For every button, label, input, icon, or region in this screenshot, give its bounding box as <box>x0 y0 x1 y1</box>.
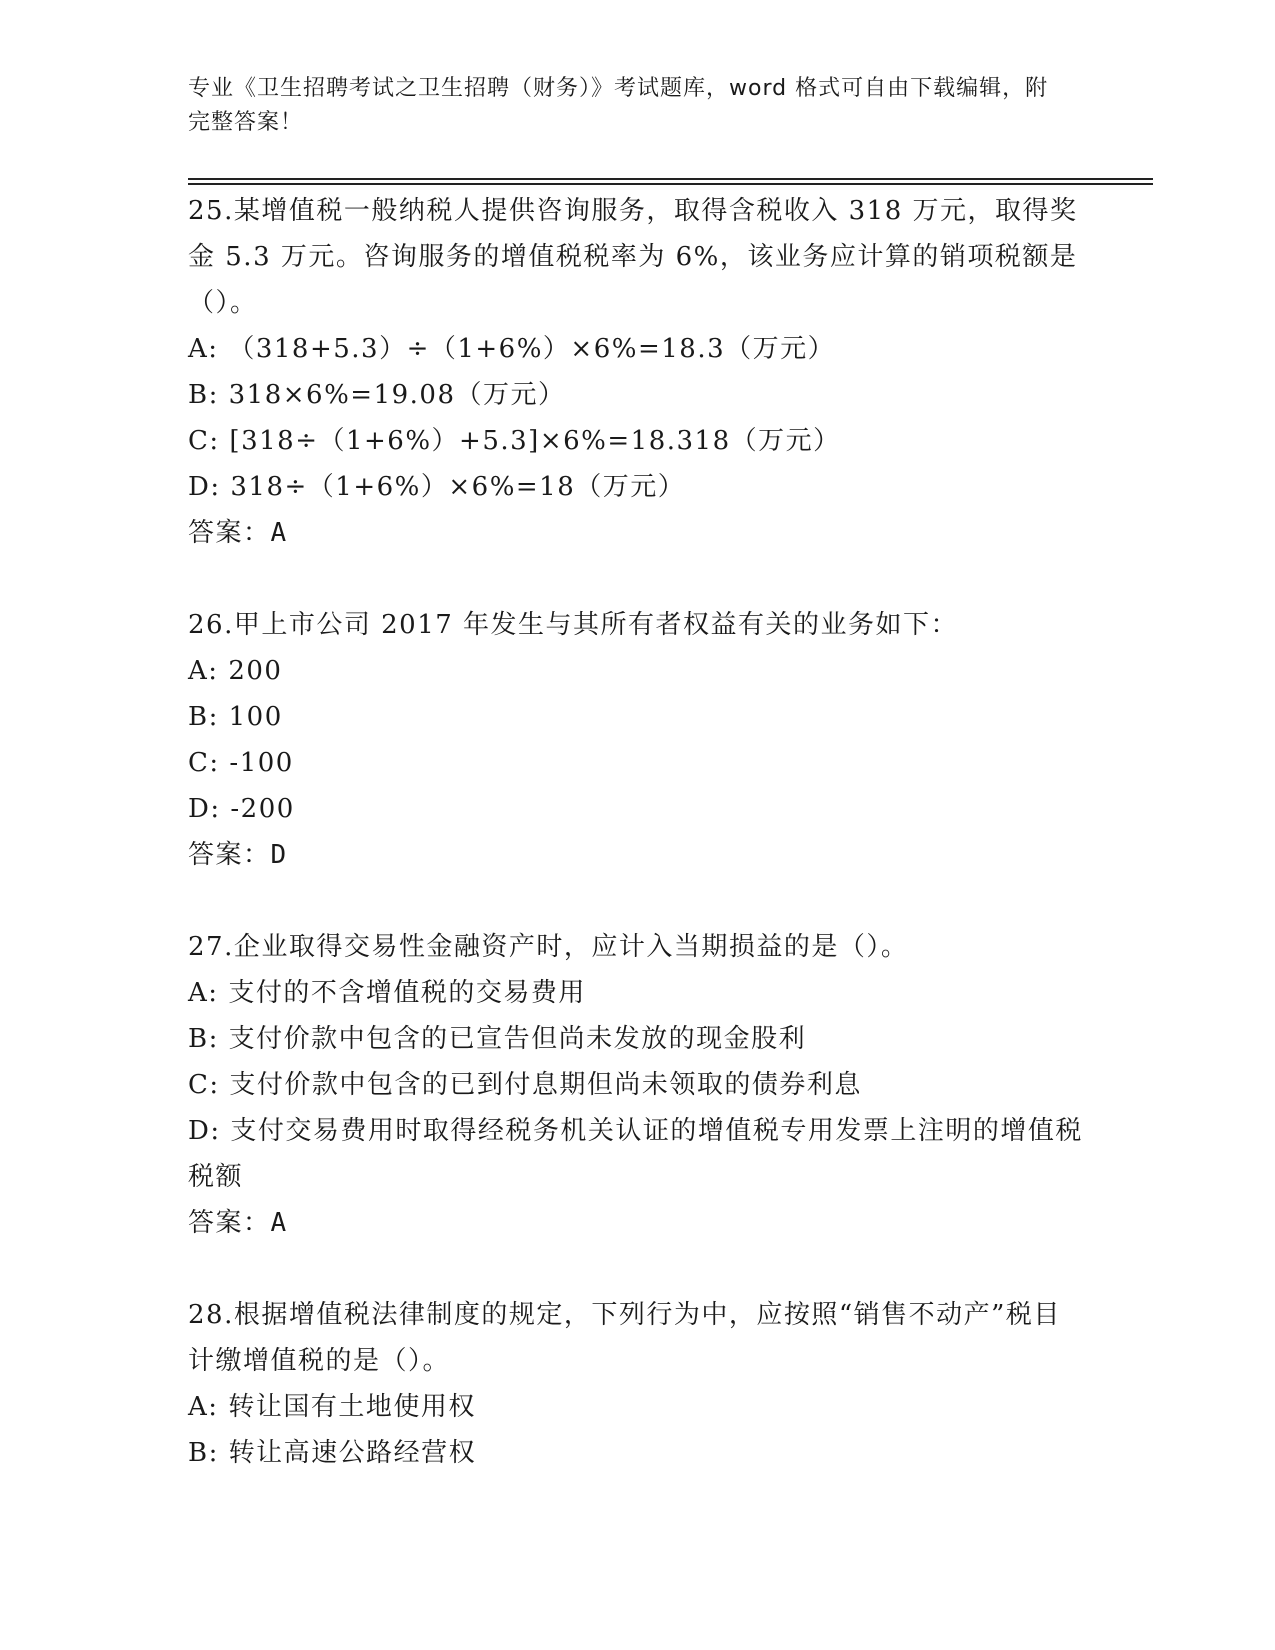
option-c <box>188 740 1088 786</box>
option-text: [318÷（1+6%）+5.3]×6%=18.318（万元） <box>229 426 841 456</box>
answer-label: 答案： <box>188 840 271 870</box>
option-label: A: <box>188 656 219 686</box>
question-27 <box>188 924 1088 1246</box>
option-text: 100 <box>228 702 283 732</box>
option-label: C: <box>188 426 220 456</box>
option-b <box>188 1016 1088 1062</box>
option-c <box>188 418 1088 464</box>
header-text: 专业《卫生招聘考试之卫生招聘（财务）》考试题库，word 格式可自由下载编辑，附完整答案！ <box>188 76 1049 135</box>
option-text: 支付交易费用时取得经税务机关认证的增值税专用发票上注明的增值税税额 <box>188 1116 1083 1192</box>
question-stem: 27.企业取得交易性金融资产时，应计入当期损益的是（）。 <box>188 932 909 962</box>
option-b <box>188 694 1088 740</box>
option-a <box>188 326 1088 372</box>
option-label: D: <box>188 472 221 502</box>
answer-label: 答案： <box>188 1208 271 1238</box>
question-stem: 25.某增值税一般纳税人提供咨询服务，取得含税收入 318 万元，取得奖金 5.3 万元。咨询服务的增值税税率为 6%，该业务应计算的销项税额是（）。 <box>188 196 1078 318</box>
header-divider-top <box>188 178 1153 180</box>
option-text: -200 <box>230 794 295 824</box>
option-d <box>188 464 1088 510</box>
answer-value: A <box>270 518 288 548</box>
option-b <box>188 1430 1088 1476</box>
option-text: -100 <box>229 748 294 778</box>
option-label: D: <box>188 794 221 824</box>
option-d <box>188 786 1088 832</box>
option-label: C: <box>188 748 220 778</box>
option-label: A: <box>188 978 219 1008</box>
option-label: A: <box>188 1392 219 1422</box>
option-a <box>188 970 1088 1016</box>
option-text: 支付的不含增值税的交易费用 <box>228 978 586 1008</box>
option-text: 转让国有土地使用权 <box>228 1392 476 1422</box>
answer-value: D <box>270 840 288 870</box>
question-25 <box>188 188 1088 556</box>
option-label: B: <box>188 1438 219 1468</box>
header-divider-bottom <box>188 183 1153 185</box>
question-28 <box>188 1292 1088 1476</box>
answer-line <box>188 1200 1088 1246</box>
document-header <box>188 72 1068 140</box>
option-label: B: <box>188 1024 219 1054</box>
option-text: 转让高速公路经营权 <box>228 1438 477 1468</box>
option-label: A: <box>188 334 219 364</box>
answer-label: 答案： <box>188 518 271 548</box>
option-text: 318÷（1+6%）×6%=18（万元） <box>230 472 686 502</box>
option-text: 支付价款中包含的已宣告但尚未发放的现金股利 <box>228 1024 807 1054</box>
question-stem: 28.根据增值税法律制度的规定，下列行为中，应按照“销售不动产”税目计缴增值税的是（）。 <box>188 1300 1061 1376</box>
question-stem: 26.甲上市公司 2017 年发生与其所有者权益有关的业务如下： <box>188 610 959 640</box>
option-text: 318×6%=19.08（万元） <box>228 380 566 410</box>
question-list <box>188 188 1088 1522</box>
option-text: （318+5.3）÷（1+6%）×6%=18.3（万元） <box>228 334 836 364</box>
option-c <box>188 1062 1088 1108</box>
option-label: D: <box>188 1116 221 1146</box>
question-26 <box>188 602 1088 878</box>
answer-line <box>188 832 1088 878</box>
option-a <box>188 648 1088 694</box>
option-label: B: <box>188 702 219 732</box>
option-d <box>188 1108 1088 1200</box>
option-a <box>188 1384 1088 1430</box>
answer-line <box>188 510 1088 556</box>
option-label: C: <box>188 1070 220 1100</box>
option-label: B: <box>188 380 219 410</box>
answer-value: A <box>270 1208 288 1238</box>
option-b <box>188 372 1088 418</box>
option-text: 支付价款中包含的已到付息期但尚未领取的债券利息 <box>229 1070 862 1100</box>
option-text: 200 <box>228 656 283 686</box>
